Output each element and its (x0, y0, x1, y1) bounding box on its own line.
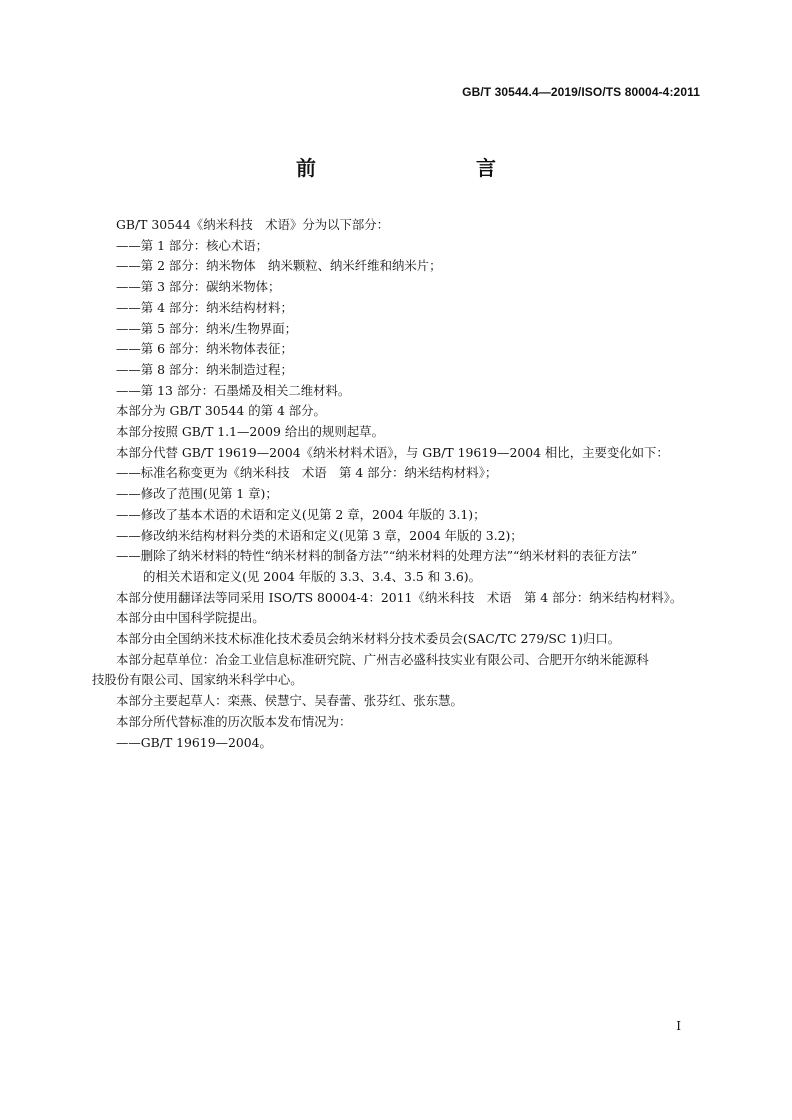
list-item: ——第 8 部分：纳米制造过程； (116, 361, 293, 377)
list-item: ——删除了纳米材料的特性“纳米材料的制备方法”“纳米材料的处理方法”“纳米材料的表征方法” (116, 548, 638, 564)
text-line: 本部分按照 GB/T 1.1—2009 给出的规则起草。 (116, 424, 384, 440)
list-item: ——第 2 部分：纳米物体 纳米颗粒、纳米纤维和纳米片； (116, 258, 442, 274)
page-number: I (676, 1019, 681, 1033)
list-item: ——标准名称变更为《纳米科技 术语 第 4 部分：纳米结构材料》； (116, 465, 498, 481)
list-item: ——第 5 部分：纳米/生物界面； (116, 320, 298, 336)
text-line: 本部分所代替标准的历次版本发布情况为： (116, 713, 352, 729)
text-line-continuation: 技股份有限公司、国家纳米科学中心。 (92, 672, 303, 688)
text-line: 本部分代替 GB/T 19619—2004《纳米材料术语》，与 GB/T 19619—2004 相比，主要变化如下： (116, 444, 669, 460)
page-title: 前 言 (296, 156, 536, 180)
standard-code: GB/T 30544.4—2019/ISO/TS 80004-4:2011 (462, 85, 700, 99)
text-line: 本部分起草单位：冶金工业信息标准研究院、广州吉必盛科技实业有限公司、合肥开尔纳米能源科 (116, 651, 649, 667)
list-item: ——第 1 部分：核心术语； (116, 237, 269, 253)
list-item: ——第 4 部分：纳米结构材料； (116, 299, 293, 315)
text-line: 本部分由全国纳米技术标准化技术委员会纳米材料分技术委员会(SAC/TC 279/SC 1)归口。 (116, 631, 621, 647)
list-item-continuation: 的相关术语和定义(见 2004 年版的 3.3、3.4、3.5 和 3.6)。 (143, 568, 481, 584)
text-line: 本部分主要起草人：栾燕、侯慧宁、吴春蕾、张芬红、张东慧。 (116, 693, 463, 709)
list-item: ——第 6 部分：纳米物体表征； (116, 341, 293, 357)
list-item: ——第 3 部分：碳纳米物体； (116, 279, 281, 295)
text-line: 本部分使用翻译法等同采用 ISO/TS 80004-4：2011《纳米科技 术语 第 4 部分：纳米结构材料》。 (116, 589, 683, 605)
list-item: ——GB/T 19619—2004。 (116, 734, 272, 750)
text-line: 本部分为 GB/T 30544 的第 4 部分。 (116, 403, 326, 419)
text-line: GB/T 30544《纳米科技 术语》分为以下部分： (116, 217, 390, 232)
text-line: 本部分由中国科学院提出。 (116, 610, 265, 626)
list-item: ——修改纳米结构材料分类的术语和定义(见第 3 章，2004 年版的 3.2)； (116, 527, 523, 543)
list-item: ——第 13 部分：石墨烯及相关二维材料。 (116, 382, 351, 398)
foreword-body (92, 215, 704, 753)
list-item: ——修改了基本术语的术语和定义(见第 2 章，2004 年版的 3.1)； (116, 506, 486, 522)
list-item: ——修改了范围(见第 1 章)； (116, 486, 278, 502)
